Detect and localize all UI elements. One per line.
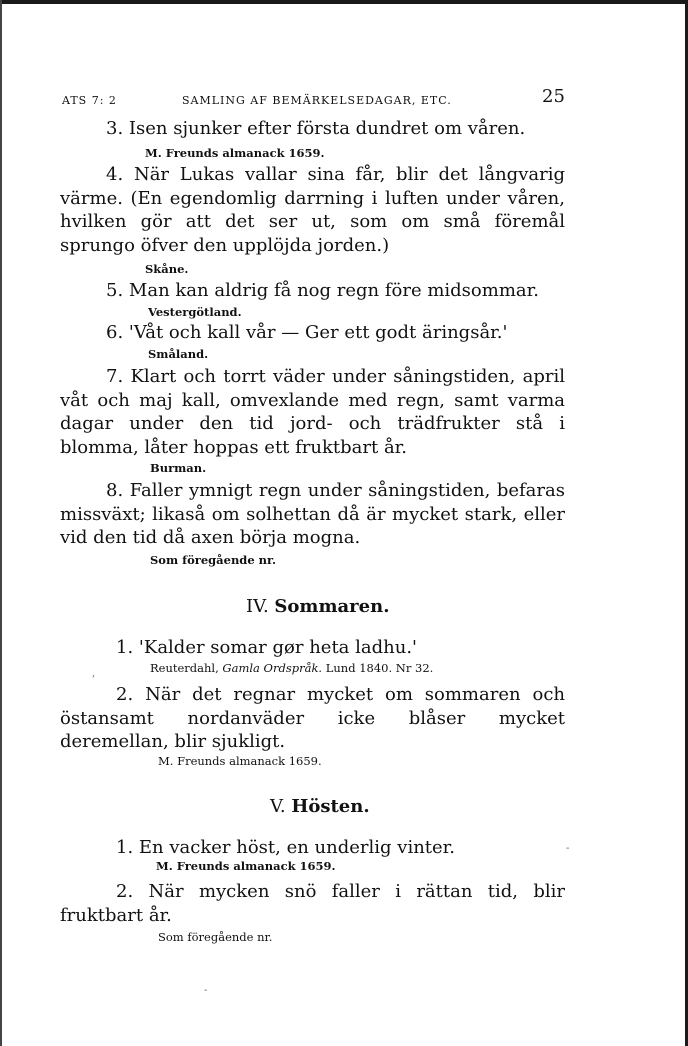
entry-text: Klart och torrt väder under såningstiden, april våt och maj kall, omvexlande med regn, samt varma dagar under den tid jord- och trädfrukter stå i blomma, låter hoppas ett fruktbart år.: [60, 366, 565, 458]
entry-source: M. Freunds almanack 1659.: [145, 146, 325, 160]
scan-border-top: [0, 0, 688, 4]
entry-source: Burman.: [150, 461, 207, 475]
entry-number: 1.: [116, 637, 134, 658]
summer-entry-2: [60, 683, 565, 754]
entry-6: [60, 321, 565, 345]
entry-source: [150, 661, 433, 675]
entry-text: Isen sjunker efter första dundret om våren.: [128, 118, 526, 139]
entry-8: [60, 479, 565, 550]
entry-source: Som föregående nr.: [150, 553, 277, 567]
entry-source: Vestergötland.: [148, 305, 242, 319]
entry-7: [60, 365, 565, 459]
entry-source: M. Freunds almanack 1659.: [156, 859, 336, 873]
scan-speck: ,: [92, 668, 96, 679]
entry-text: När mycken snö faller i rättan tid, blir fruktbart år.: [60, 881, 565, 926]
entry-number: 4.: [106, 164, 124, 185]
running-header: [62, 86, 565, 108]
source-work: Gamla Ordspråk.: [222, 661, 323, 675]
entry-number: 7.: [106, 366, 124, 387]
entry-number: 3.: [106, 118, 124, 139]
entry-number: 5.: [106, 280, 124, 301]
entry-source: M. Freunds almanack 1659.: [158, 754, 322, 768]
running-title: SAMLING AF BEMÄRKELSEDAGAR, ETC.: [182, 94, 452, 107]
section-heading-summer: [246, 596, 389, 617]
autumn-entry-2: [60, 880, 565, 927]
entry-text: Faller ymnigt regn under såningstiden, befaras missväxt; likaså om solhettan då är mycket stark, eller vid den tid då axen börja mogna.: [60, 480, 565, 548]
entry-number: 2.: [116, 881, 134, 902]
entry-text: En vacker höst, en underlig vinter.: [138, 837, 456, 858]
section-numeral: IV.: [246, 596, 269, 617]
entry-5: [60, 279, 565, 303]
scan-speck: -: [566, 843, 570, 854]
section-title: Sommaren.: [274, 596, 390, 617]
entry-source: Som föregående nr.: [158, 930, 273, 944]
section-title: Hösten.: [291, 796, 370, 817]
page-number: 25: [542, 86, 565, 107]
entry-text: När Lukas vallar sina får, blir det långvarig värme. (En egendomlig darrning i luften under våren, hvilken gör att det ser ut, som om små föremål sprungo öfver den upplöjda jorden.): [60, 164, 565, 256]
entry-source: Småland.: [148, 347, 209, 361]
summer-entry-1: [60, 636, 565, 660]
autumn-entry-1: [60, 836, 565, 860]
source-details: Lund 1840. Nr 32.: [325, 661, 434, 675]
entry-3: [60, 117, 565, 141]
entry-number: 8.: [106, 480, 124, 501]
section-numeral: V.: [270, 796, 286, 817]
scan-border-left: [0, 0, 2, 1046]
section-heading-autumn: [270, 796, 370, 817]
entry-text: 'Våt och kall vår — Ger ett godt äringsår.': [128, 322, 508, 343]
entry-text: 'Kalder somar gør heta ladhu.': [138, 637, 417, 658]
entry-text: Man kan aldrig få nog regn före midsommar.: [128, 280, 539, 301]
entry-number: 2.: [116, 684, 134, 705]
source-author: Reuterdahl,: [150, 661, 219, 675]
scan-speck: -: [204, 985, 208, 996]
entry-4: [60, 163, 565, 257]
entry-number: 1.: [116, 837, 134, 858]
entry-text: När det regnar mycket om sommaren och östansamt nordanväder icke blåser mycket deremellan, blir sjukligt.: [60, 684, 565, 752]
entry-source: Skåne.: [145, 262, 189, 276]
entry-number: 6.: [106, 322, 124, 343]
series-label: ATS 7: 2: [62, 94, 117, 107]
